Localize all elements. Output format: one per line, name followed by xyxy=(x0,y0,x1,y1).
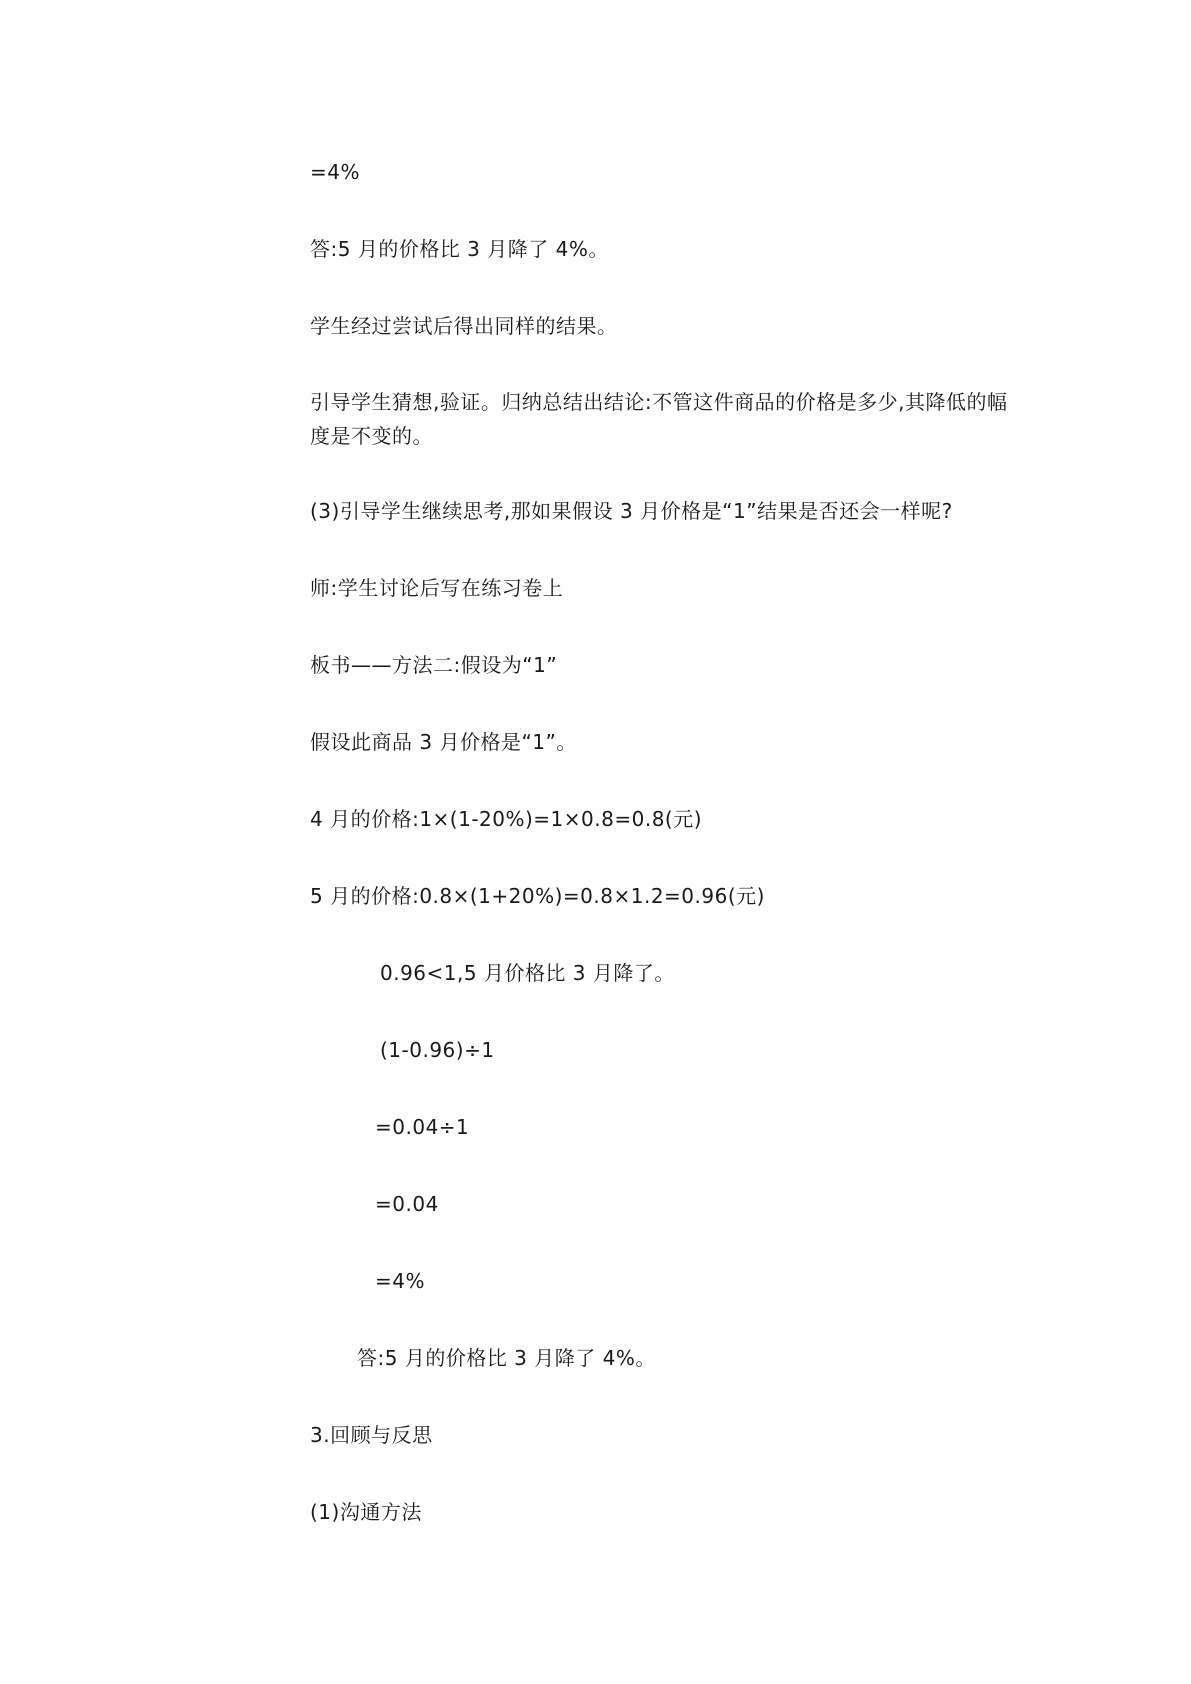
text-line-13: =0.04÷1 xyxy=(375,1115,470,1139)
text-paragraph-conclusion: 引导学生猜想,验证。归纳总结出结论:不管这件商品的价格是多少,其降低的幅度是不变的。 xyxy=(310,390,1008,448)
section-heading: 3.回顾与反思 xyxy=(310,1423,433,1447)
text-line-15: =4% xyxy=(375,1269,425,1293)
text-line-1: =4% xyxy=(310,160,360,184)
text-line-8: 假设此商品 3 月价格是“1”。 xyxy=(310,730,577,754)
text-line-12: (1-0.96)÷1 xyxy=(380,1038,495,1062)
subsection-heading: (1)沟通方法 xyxy=(310,1500,422,1524)
text-line-7: 板书——方法二:假设为“1” xyxy=(310,653,558,677)
text-line-9: 4 月的价格:1×(1-20%)=1×0.8=0.8(元) xyxy=(310,807,703,831)
text-line-11: 0.96<1,5 月价格比 3 月降了。 xyxy=(380,961,675,985)
text-line-2: 答:5 月的价格比 3 月降了 4%。 xyxy=(310,237,609,261)
text-line-16: 答:5 月的价格比 3 月降了 4%。 xyxy=(357,1346,656,1370)
text-line-14: =0.04 xyxy=(375,1192,439,1216)
text-line-3: 学生经过尝试后得出同样的结果。 xyxy=(310,314,618,338)
text-line-5: (3)引导学生继续思考,那如果假设 3 月价格是“1”结果是否还会一样呢? xyxy=(310,499,953,523)
text-line-6: 师:学生讨论后写在练习卷上 xyxy=(310,576,564,600)
text-line-10: 5 月的价格:0.8×(1+20%)=0.8×1.2=0.96(元) xyxy=(310,884,765,908)
